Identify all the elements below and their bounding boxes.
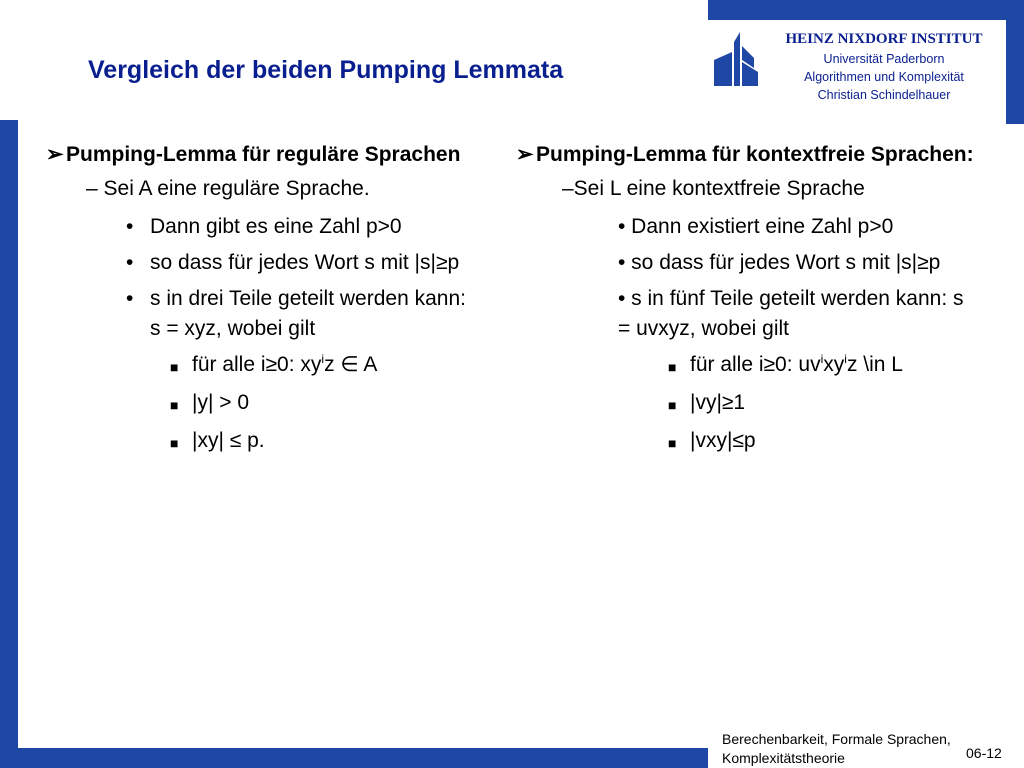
arrow-bullet-icon: ➢ [46, 143, 64, 166]
dot-bullet-icon: • [126, 251, 134, 274]
left-subheading: – Sei A eine reguläre Sprache. [86, 177, 370, 200]
frame-right-bar [1006, 20, 1024, 124]
dot-bullet-icon: • [126, 215, 134, 238]
right-heading-item [516, 140, 976, 170]
right-condition-1 [516, 350, 976, 382]
right-bullet-2: • so dass für jedes Wort s mit |s|≥p [618, 251, 941, 274]
institute-block [762, 30, 1006, 104]
square-bullet-icon: ■ [668, 359, 677, 375]
institute-name: HEINZ NIXDORF INSTITUT [785, 31, 983, 47]
right-bullet-1: • Dann existiert eine Zahl p>0 [618, 215, 894, 238]
right-condition-1-text: für alle i≥0: $uv^ixy^iz$ \in L [690, 352, 903, 376]
square-bullet-icon: ■ [170, 435, 179, 451]
right-column [516, 140, 976, 464]
right-condition-3-text: |vxy|≤p [690, 429, 756, 452]
square-bullet-icon: ■ [668, 397, 677, 413]
footer-course-line-2: Komplexitätstheorie [722, 750, 845, 766]
right-condition-2 [516, 388, 976, 420]
left-bullet-1 [46, 212, 476, 242]
left-heading-item [46, 140, 476, 170]
left-condition-1-text: für alle i≥0: $xy^iz$ ∈ A [192, 352, 378, 376]
institute-university: Universität Paderborn [823, 52, 945, 66]
frame-left-bar [0, 120, 18, 748]
institute-department: Algorithmen und Komplexität [804, 70, 964, 84]
left-condition-2 [46, 388, 476, 420]
left-condition-3 [46, 426, 476, 458]
left-bullet-2 [46, 248, 476, 278]
left-heading: Pumping-Lemma für reguläre Sprachen [66, 143, 461, 166]
left-condition-2-text: |y| > 0 [192, 391, 250, 414]
page-number: 06-12 [966, 745, 1002, 761]
left-column [46, 140, 476, 464]
square-bullet-icon: ■ [170, 397, 179, 413]
frame-top-bar [708, 0, 1024, 20]
right-condition-2-text: |vy|≥1 [690, 391, 746, 414]
right-subheading: –Sei L eine kontextfreie Sprache [562, 177, 865, 200]
institute-logo-icon [714, 32, 758, 86]
institute-author: Christian Schindelhauer [817, 88, 951, 102]
left-condition-3-text: |xy| ≤ p. [192, 429, 265, 452]
arrow-bullet-icon: ➢ [516, 143, 534, 166]
left-condition-1 [46, 350, 476, 382]
left-bullet-1-text: Dann gibt es eine Zahl p>0 [150, 215, 402, 238]
frame-bottom-bar [0, 748, 708, 768]
square-bullet-icon: ■ [170, 359, 179, 375]
right-condition-3 [516, 426, 976, 458]
right-heading: Pumping-Lemma für kontextfreie Sprachen: [536, 143, 974, 166]
right-bullet-3: • s in fünf Teile geteilt werden kann: s = uvxyz, wobei gilt [618, 287, 964, 340]
left-bullet-3-text: s in drei Teile geteilt werden kann: s = xyz, wobei gilt [150, 287, 466, 340]
square-bullet-icon: ■ [668, 435, 677, 451]
footer-course [722, 730, 951, 768]
footer-course-line-1: Berechenbarkeit, Formale Sprachen, [722, 731, 951, 747]
left-bullet-2-text: so dass für jedes Wort s mit |s|≥p [150, 251, 460, 274]
left-bullet-3 [46, 284, 476, 344]
dot-bullet-icon: • [126, 287, 134, 310]
slide-title: Vergleich der beiden Pumping Lemmata [88, 56, 564, 84]
